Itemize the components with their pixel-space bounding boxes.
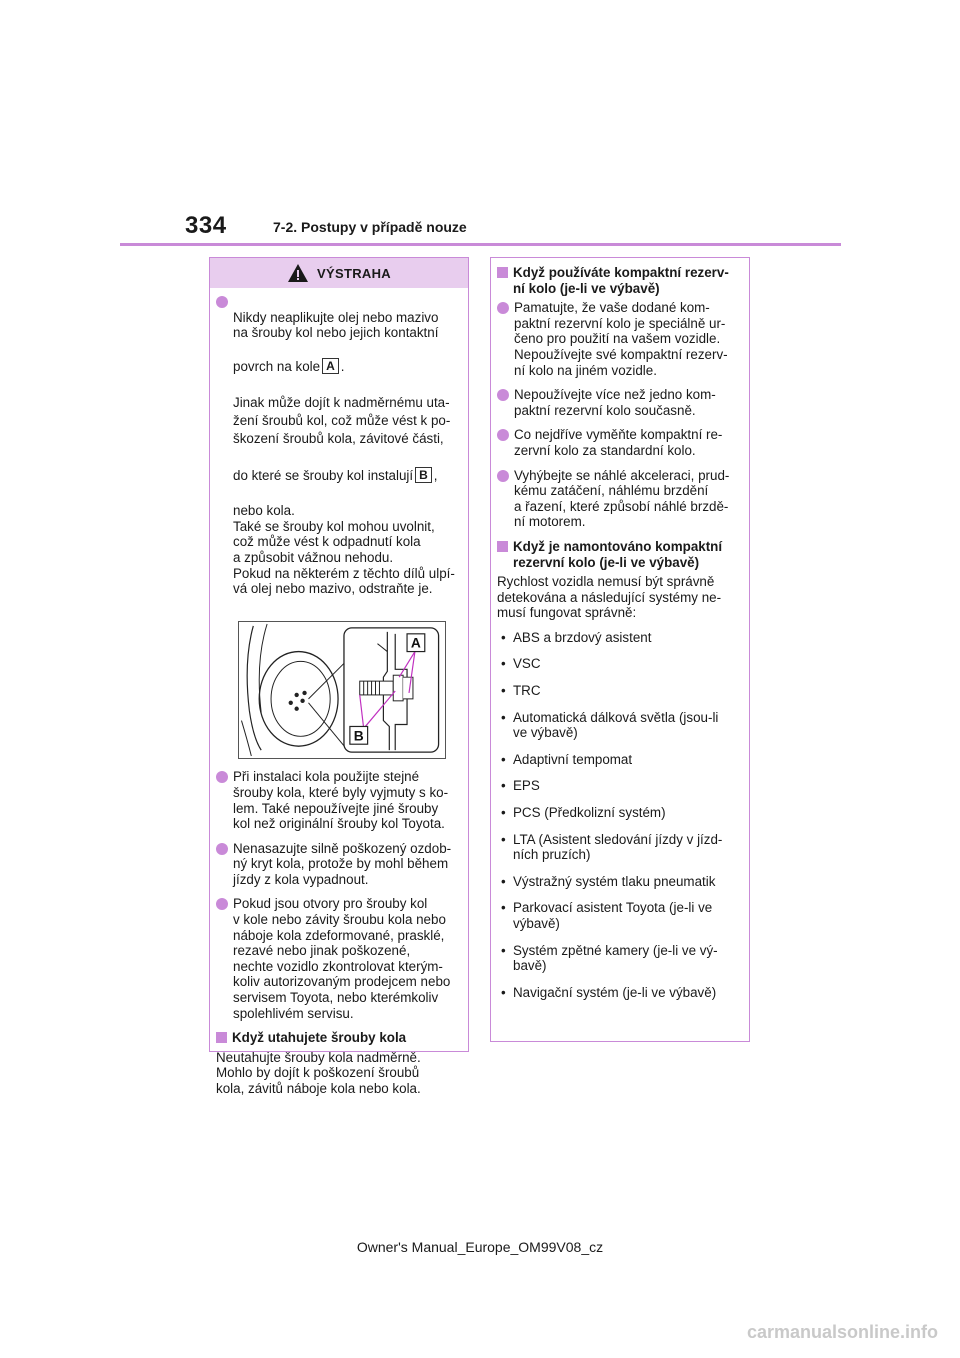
list-item-text: Parkovací asistent Toyota (je-li ve výbavě) — [513, 900, 713, 931]
heading-square — [497, 267, 508, 278]
warning-bullet-bolts-text: Při instalaci kola použijte stejné šrouby kola, které byly vyjmuty s ko- lem. Také nepoužívejte jiné šrouby kol než originální šrouby kol Toyota. — [233, 769, 449, 832]
list-item — [497, 943, 743, 974]
warning-bullet-oil-line2a: povrch na kole — [233, 359, 321, 375]
warning-triangle-icon — [287, 263, 309, 283]
bullet-dot — [497, 470, 509, 482]
heading-square — [497, 541, 508, 552]
list-item — [497, 874, 743, 890]
warning-bullet-bolts — [216, 769, 462, 831]
list-item-text: VSC — [513, 656, 541, 672]
list-bullet: • — [501, 751, 506, 767]
warning-bullet-oil-line4a: do které se šrouby kol instalují — [233, 467, 414, 483]
bullet-dot — [497, 389, 509, 401]
spare-bullet — [497, 300, 743, 378]
bullet-dot — [216, 843, 228, 855]
list-item-text: Navigační systém (je-li ve výbavě) — [513, 984, 717, 1000]
list-item-text: TRC — [513, 683, 541, 699]
list-bullet: • — [501, 805, 506, 821]
warning-bullet-oil-line3: Jinak může dojít k nadměrnému uta- žení šroubů kol, což může vést k po- škození šroubů kola, závitové části, — [233, 394, 451, 446]
list-item-text: PCS (Předkolizní systém) — [513, 805, 666, 821]
list-bullet: • — [501, 656, 506, 672]
list-item — [497, 656, 743, 672]
list-bullet: • — [501, 900, 506, 916]
heading-compact-spare-use — [497, 265, 743, 296]
list-item — [497, 778, 743, 794]
heading-compact-spare-installed — [497, 539, 743, 570]
list-bullet: • — [501, 683, 506, 699]
warning-bullet-holes — [216, 896, 462, 1021]
list-bullet: • — [501, 942, 506, 958]
compact-spare-box — [490, 257, 750, 1042]
list-item-text: Systém zpětné kamery (je-li ve vý- bavě) — [513, 942, 718, 974]
warning-bullet-cover-text: Nenasazujte silně poškozený ozdob- ný kryt kola, protože by mohl během jízdy z kola vypadnout. — [233, 840, 452, 887]
list-item-text: Výstražný systém tlaku pneumatik — [513, 873, 716, 889]
punctuation: , — [433, 467, 438, 483]
para-tighten: Neutahujte šrouby kola nadměrně. Mohlo by dojít k poškození šroubů kola, závitů náboje kola nebo kola. — [216, 1049, 421, 1096]
warning-content — [210, 288, 468, 1097]
list-item — [497, 900, 743, 931]
punctuation: . — [340, 359, 345, 375]
bullet-dot — [497, 429, 509, 441]
wheel-bolt-figure — [238, 621, 446, 759]
warning-bullet-cover — [216, 841, 462, 888]
heading-square — [216, 1032, 227, 1043]
spare-bullet — [497, 427, 743, 458]
list-bullet: • — [501, 629, 506, 645]
watermark: carmanualsonline.info — [746, 1322, 938, 1342]
warning-header — [210, 258, 468, 288]
heading-tighten — [216, 1030, 462, 1046]
warning-bullet-oil-line5: nebo kola. Také se šrouby kol mohou uvolnit, což může vést k odpadnutí kola a způsobit vážnou nehodu. Pokud na některém z těchto dílů ulpí- vá olej nebo mazivo, odstraňte je. — [233, 503, 455, 597]
header-rule — [120, 243, 841, 246]
spare-bullet-text: Co nejdříve vyměňte kompaktní re- zervní kolo za standardní kolo. — [514, 427, 723, 458]
heading-tighten-text: Když utahujete šrouby kola — [232, 1030, 407, 1046]
warning-bullet-oil — [216, 294, 462, 612]
bullet-dot — [216, 296, 228, 308]
label-a-box: A — [322, 358, 339, 374]
figure-label-a: A — [410, 635, 421, 651]
spare-bullet-text: Pamatujte, že vaše dodané kom- paktní rezervní kolo je speciálně ur- čeno pro použití na vašem vozidle. Nepoužívejte své kompaktní rezerv- ní kolo na jiném vozidle. — [514, 300, 728, 378]
list-item — [497, 630, 743, 646]
warning-bullet-oil-line1: Nikdy neaplikujte olej nebo mazivo na šrouby kol nebo jejich kontaktní — [233, 309, 439, 341]
list-item-text: Automatická dálková světla (jsou-li ve výbavě) — [513, 709, 719, 741]
list-item-text: ABS a brzdový asistent — [513, 629, 652, 645]
list-item-text: Adaptivní tempomat — [513, 751, 633, 767]
warning-bullet-holes-text: Pokud jsou otvory pro šrouby kol v kole nebo závity šroubu kola nebo náboje kola zdeformované, prasklé, rezavé nebo jinak poškozené, nechte vozidlo zkontrolovat kterým- koliv autorizovaným prodejcem nebo servisem Toyota, nebo kterémkoliv spolehlivém servisu. — [233, 896, 451, 1021]
list-item — [497, 752, 743, 768]
bullet-dot — [216, 898, 228, 910]
spare-bullet-text: Vyhýbejte se náhlé akceleraci, prud- kému zatáčení, náhlému brzdění a řazení, které způsobí náhlé brzdě- ní motorem. — [514, 467, 730, 530]
list-item — [497, 805, 743, 821]
list-item-text: LTA (Asistent sledování jízdy v jízd- ních pruzích) — [513, 831, 723, 863]
para-systems: Rychlost vozidla nemusí být správně detekována a následující systémy ne- musí fungovat správně: — [497, 574, 722, 621]
heading-compact-spare-use-text: Když používáte kompaktní rezerv- ní kolo (je-li ve výbavě) — [513, 265, 729, 296]
list-bullet: • — [501, 873, 506, 889]
figure-label-b: B — [353, 728, 364, 744]
footer-text: Owner's Manual_Europe_OM99V08_cz — [356, 1239, 604, 1255]
list-item — [497, 832, 743, 863]
compact-spare-content — [491, 258, 749, 1000]
bullet-dot — [216, 771, 228, 783]
label-b-box: B — [415, 467, 432, 483]
warning-box — [209, 257, 469, 1096]
spare-bullet — [497, 468, 743, 530]
section-title: 7-2. Postupy v případě nouze — [273, 219, 467, 235]
list-bullet: • — [501, 778, 506, 794]
list-item — [497, 710, 743, 741]
list-item — [497, 985, 743, 1001]
list-bullet: • — [501, 709, 506, 725]
spare-bullet — [497, 387, 743, 418]
list-bullet: • — [501, 984, 506, 1000]
page-number: 334 — [185, 212, 227, 239]
wheel-bolt-illustration — [239, 622, 445, 758]
warning-title: VÝSTRAHA — [317, 265, 391, 281]
spare-bullet-text: Nepoužívejte více než jedno kom- paktní rezervní kolo současně. — [514, 387, 716, 418]
bullet-dot — [497, 302, 509, 314]
list-item-text: EPS — [513, 778, 540, 794]
list-item — [497, 683, 743, 699]
list-bullet: • — [501, 831, 506, 847]
heading-compact-spare-installed-text: Když je namontováno kompaktní rezervní kolo (je-li ve výbavě) — [513, 538, 723, 570]
